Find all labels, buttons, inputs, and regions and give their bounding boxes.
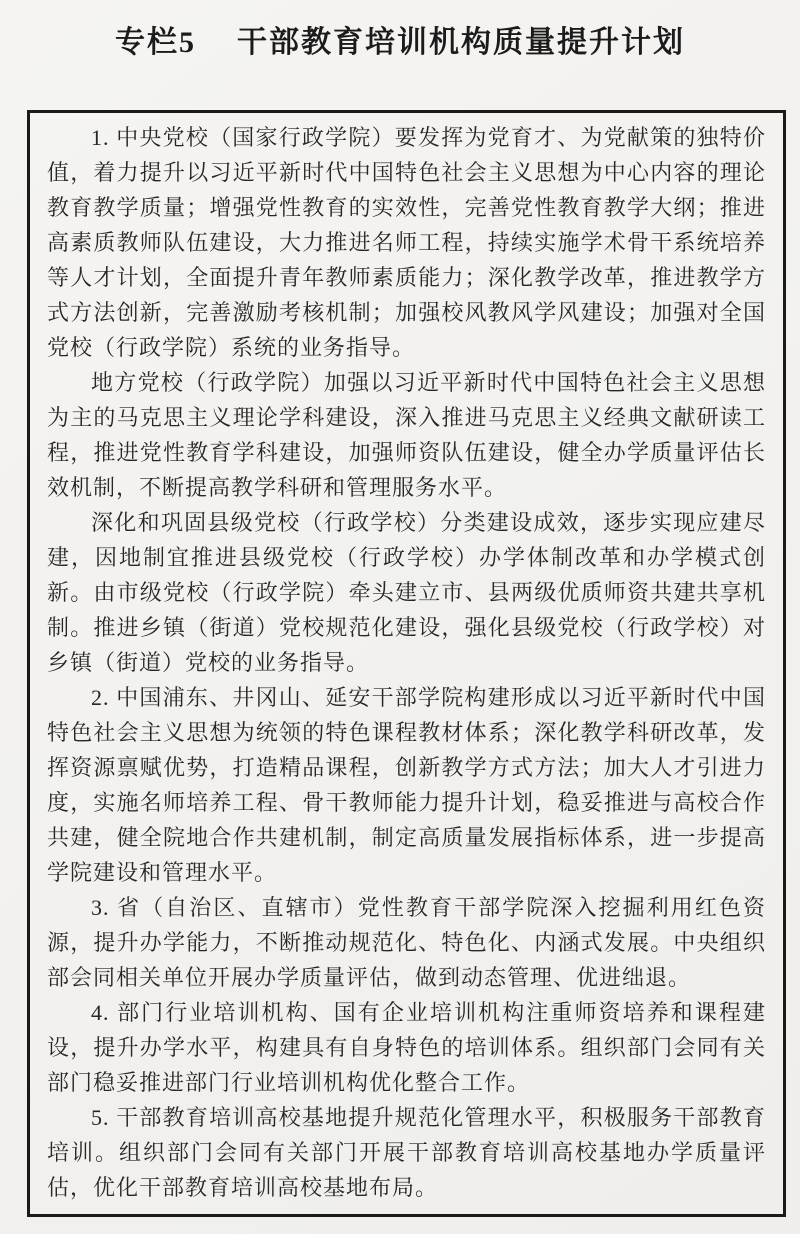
paragraph-item-1: 1. 中央党校（国家行政学院）要发挥为党育才、为党献策的独特价值，着力提升以习近平新时代中国特色社会主义思想为中心内容的理论教育教学质量；增强党性教育的实效性，完善党性教育教学大纲；推进高素质教师队伍建设，大力推进名师工程，持续实施学术骨干系统培养等人才计划，全面提升青年教师素质能力；深化教学改革，推进教学方式方法创新，完善激励考核机制；加强校风教风学风建设；加强对全国党校（行政学院）系统的业务指导。 xyxy=(47,125,766,360)
paragraph-item-4: 4. 部门行业培训机构、国有企业培训机构注重师资培养和课程建设，提升办学水平，构建具有自身特色的培训体系。组织部门会同有关部门稳妥推进部门行业培训机构优化整合工作。 xyxy=(47,1000,766,1095)
page-title xyxy=(0,0,800,62)
paragraph-county-party-schools: 深化和巩固县级党校（行政学校）分类建设成效，逐步实现应建尽建，因地制宜推进县级党校（行政学校）办学体制改革和办学模式创新。由市级党校（行政学院）牵头建立市、县两级优质师资共建共享机制。推进乡镇（街道）党校规范化建设，强化县级党校（行政学校）对乡镇（街道）党校的业务指导。 xyxy=(47,510,766,675)
column-title-text: 干部教育培训机构质量提升计划 xyxy=(237,26,685,59)
paragraph-item-2: 2. 中国浦东、井冈山、延安干部学院构建形成以习近平新时代中国特色社会主义思想为统领的特色课程教材体系；深化教学科研改革，发挥资源禀赋优势，打造精品课程，创新教学方式方法；加大人才引进力度，实施名师培养工程、骨干教师能力提升计划，稳妥推进与高校合作共建，健全院地合作共建机制，制定高质量发展指标体系，进一步提高学院建设和管理水平。 xyxy=(47,685,766,885)
paragraph-local-party-schools: 地方党校（行政学院）加强以习近平新时代中国特色社会主义思想为主的马克思主义理论学科建设，深入推进马克思主义经典文献研读工程，推进党性教育学科建设，加强师资队伍建设，健全办学质量评估长效机制，不断提高教学科研和管理服务水平。 xyxy=(47,370,766,500)
paragraph-item-5: 5. 干部教育培训高校基地提升规范化管理水平，积极服务干部教育培训。组织部门会同有关部门开展干部教育培训高校基地办学质量评估，优化干部教育培训高校基地布局。 xyxy=(47,1105,766,1200)
paragraph-item-3: 3. 省（自治区、直辖市）党性教育干部学院深入挖掘利用红色资源，提升办学能力，不断推动规范化、特色化、内涵式发展。中央组织部会同相关单位开展办学质量评估，做到动态管理、优进绌退。 xyxy=(47,895,766,990)
column-number-label: 专栏5 xyxy=(115,26,196,59)
content-box xyxy=(27,110,786,1217)
